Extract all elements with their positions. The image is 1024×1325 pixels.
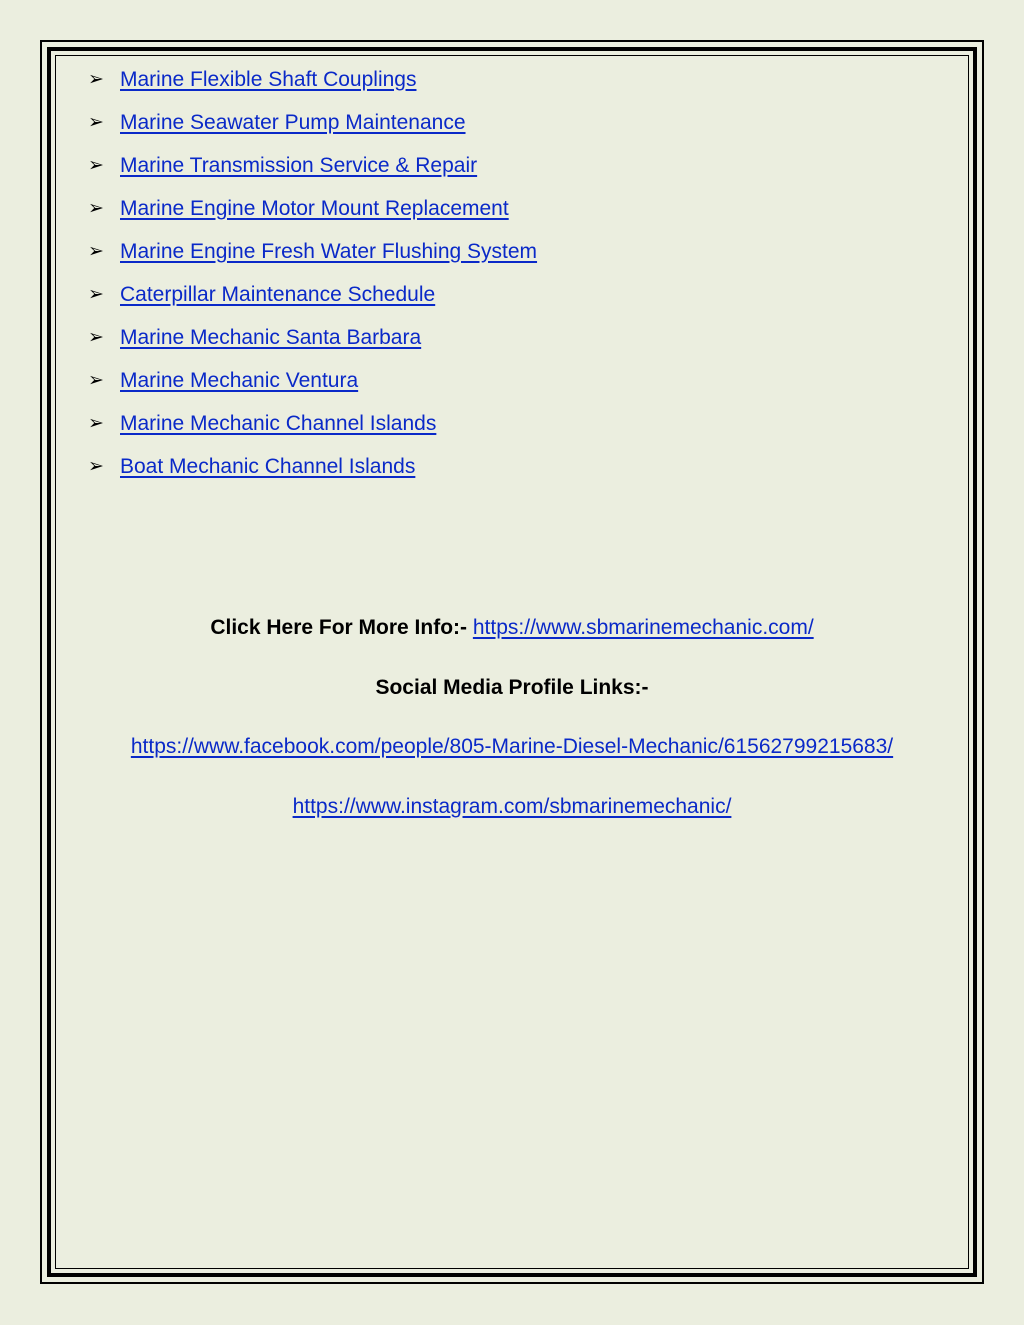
instagram-link[interactable]: https://www.instagram.com/sbmarinemechanic/ <box>292 795 732 818</box>
service-link[interactable]: Boat Mechanic Channel Islands <box>120 454 416 478</box>
more-info-line <box>48 616 976 640</box>
list-item <box>88 144 537 187</box>
social-title: Social Media Profile Links:- <box>375 676 649 699</box>
service-link[interactable]: Caterpillar Maintenance Schedule <box>120 282 436 306</box>
list-item <box>88 58 537 101</box>
list-item <box>88 445 537 488</box>
service-link[interactable]: Marine Seawater Pump Maintenance <box>120 110 466 134</box>
list-item <box>88 101 537 144</box>
service-link[interactable]: Marine Flexible Shaft Couplings <box>120 67 417 91</box>
instagram-line <box>48 795 976 819</box>
arrow-bullet-icon: ➢ <box>88 284 104 305</box>
list-item <box>88 230 537 273</box>
service-link[interactable]: Marine Mechanic Santa Barbara <box>120 325 422 349</box>
list-item <box>88 359 537 402</box>
list-item <box>88 316 537 359</box>
arrow-bullet-icon: ➢ <box>88 69 104 90</box>
website-link[interactable]: https://www.sbmarinemechanic.com/ <box>472 616 814 639</box>
arrow-bullet-icon: ➢ <box>88 198 104 219</box>
facebook-line <box>48 735 976 759</box>
list-item <box>88 273 537 316</box>
list-item <box>88 402 537 445</box>
service-link[interactable]: Marine Mechanic Channel Islands <box>120 411 437 435</box>
arrow-bullet-icon: ➢ <box>88 112 104 133</box>
service-link[interactable]: Marine Transmission Service & Repair <box>120 153 478 177</box>
more-info-label: Click Here For More Info:- <box>210 616 468 639</box>
arrow-bullet-icon: ➢ <box>88 413 104 434</box>
list-item <box>88 187 537 230</box>
arrow-bullet-icon: ➢ <box>88 370 104 391</box>
service-link[interactable]: Marine Mechanic Ventura <box>120 368 359 392</box>
arrow-bullet-icon: ➢ <box>88 155 104 176</box>
service-link[interactable]: Marine Engine Fresh Water Flushing System <box>120 239 538 263</box>
service-link-list <box>88 58 537 488</box>
service-link[interactable]: Marine Engine Motor Mount Replacement <box>120 196 509 220</box>
arrow-bullet-icon: ➢ <box>88 327 104 348</box>
facebook-link[interactable]: https://www.facebook.com/people/805-Marine-Diesel-Mechanic/61562799215683/ <box>130 735 894 758</box>
arrow-bullet-icon: ➢ <box>88 241 104 262</box>
arrow-bullet-icon: ➢ <box>88 456 104 477</box>
